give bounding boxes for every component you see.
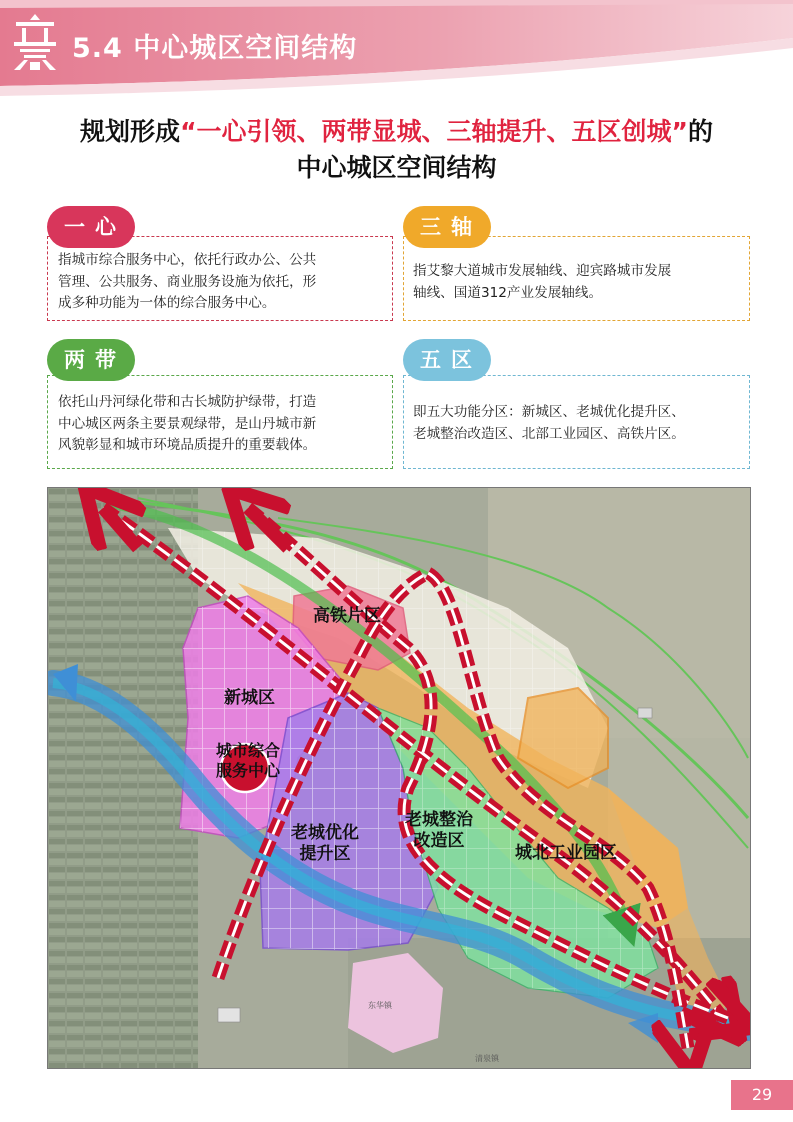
page-number: 29 bbox=[731, 1080, 793, 1110]
map-label-high-speed-rail: 高铁片区 bbox=[313, 606, 381, 626]
text-line: 成多种功能为一体的综合服务中心。 bbox=[58, 295, 276, 311]
text-line: 管理、公共服务、商业服务设施为依托，形 bbox=[58, 273, 317, 290]
card-five-zones-text bbox=[413, 402, 749, 445]
pill-five-zones: 五区 bbox=[403, 339, 491, 381]
card-three-axes-text bbox=[413, 261, 743, 304]
heading-accent: “一心引领、两带显城、三轴提升、五区创城” bbox=[180, 117, 688, 146]
card-two-belts-text bbox=[58, 392, 388, 457]
spatial-structure-map bbox=[47, 487, 751, 1069]
text-line: 依托山丹河绿化带和古长城防护绿带，打造 bbox=[58, 394, 317, 410]
label-line: 城市综合 bbox=[215, 741, 280, 760]
map-small-label: 清泉镇 bbox=[475, 1054, 499, 1063]
map-small-label: 东华镇 bbox=[368, 1001, 392, 1010]
label-line: 提升区 bbox=[299, 844, 351, 864]
label-line: 老城整治 bbox=[405, 810, 473, 830]
heading-line-2: 中心城区空间结构 bbox=[296, 153, 497, 182]
map-label-old-city-renovate bbox=[394, 810, 484, 852]
heading-prefix: 规划形成 bbox=[80, 117, 181, 146]
text-line: 风貌彰显和城市环境品质提升的重要载体。 bbox=[58, 437, 317, 453]
text-line: 即五大功能分区：新城区、老城优化提升区、 bbox=[413, 404, 685, 420]
map-label-north-industrial: 城北工业园区 bbox=[515, 843, 617, 863]
text-line: 老城整治改造区、北部工业园区、高铁片区。 bbox=[413, 425, 685, 442]
pill-three-axes: 三轴 bbox=[403, 206, 491, 248]
label-line: 服务中心 bbox=[215, 761, 280, 780]
heading-line-1 bbox=[0, 114, 793, 150]
map-graphic bbox=[48, 488, 751, 1069]
card-one-core-text bbox=[58, 250, 388, 315]
pill-one-core: 一心 bbox=[47, 206, 135, 248]
heading-suffix: 的 bbox=[687, 117, 713, 146]
map-label-old-city-optimize bbox=[280, 823, 370, 865]
main-heading bbox=[0, 114, 793, 186]
label-line: 老城优化 bbox=[291, 823, 359, 843]
section-title: 5.4 中心城区空间结构 bbox=[72, 33, 358, 64]
text-line: 轴线、国道312产业发展轴线。 bbox=[413, 284, 603, 301]
text-line: 指城市综合服务中心，依托行政办公、公共 bbox=[58, 252, 317, 268]
text-line: 中心城区两条主要景观绿带，是山丹城市新 bbox=[58, 415, 317, 432]
text-line: 指艾黎大道城市发展轴线、迎宾路城市发展 bbox=[413, 263, 672, 279]
map-label-service-center bbox=[203, 741, 293, 781]
city-gate-logo-icon bbox=[10, 12, 60, 76]
header-band bbox=[0, 0, 793, 96]
pill-two-belts: 两带 bbox=[47, 339, 135, 381]
map-label-new-city: 新城区 bbox=[224, 688, 275, 708]
label-line: 改造区 bbox=[413, 831, 465, 851]
